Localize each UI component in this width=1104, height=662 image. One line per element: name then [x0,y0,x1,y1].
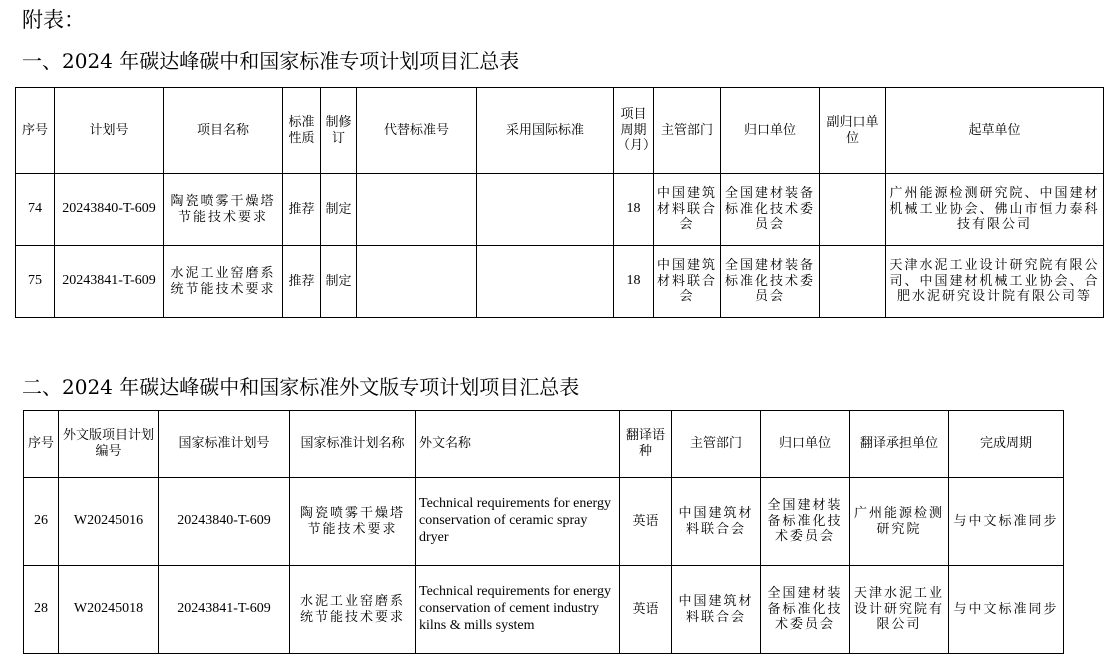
cell-department: 中国建筑材料联合会 [654,246,721,318]
header-department: 主管部门 [672,411,761,478]
cell-revision: 制定 [321,246,357,318]
cell-national-plan-name: 水泥工业窑磨系统节能技术要求 [290,566,416,654]
appendix-label: 附表： [22,8,85,32]
header-language: 翻译语种 [620,411,672,478]
cell-project-name: 陶瓷喷雾干燥塔节能技术要求 [164,174,283,246]
cell-completion: 与中文标准同步 [949,478,1064,566]
cell-replaced-standard [357,174,477,246]
cell-tc: 全国建材装备标准化技术委员会 [761,566,850,654]
cell-tc: 全国建材装备标准化技术委员会 [761,478,850,566]
cell-intl-standard [477,246,614,318]
cell-seq: 28 [24,566,59,654]
cell-period: 18 [614,246,654,318]
header-translator: 翻译承担单位 [850,411,949,478]
cell-standard-nature: 推荐 [283,174,321,246]
cell-seq: 74 [16,174,55,246]
table-row [16,174,1104,246]
cell-department: 中国建筑材料联合会 [654,174,721,246]
cell-national-plan-name: 陶瓷喷雾干燥塔节能技术要求 [290,478,416,566]
cell-department: 中国建筑材料联合会 [672,478,761,566]
cell-standard-nature: 推荐 [283,246,321,318]
cell-tc: 全国建材装备标准化技术委员会 [721,174,820,246]
header-national-plan-name: 国家标准计划名称 [290,411,416,478]
cell-language: 英语 [620,478,672,566]
header-revision: 制修订 [321,88,357,174]
header-tc: 归口单位 [761,411,850,478]
header-seq: 序号 [16,88,55,174]
cell-language: 英语 [620,566,672,654]
cell-national-plan-no: 20243841-T-609 [159,566,290,654]
cell-drafters: 天津水泥工业设计研究院有限公司、中国建材机械工业协会、合肥水泥研究设计院有限公司等 [886,246,1104,318]
header-period: 项目周期（月） [614,88,654,174]
cell-plan-no: 20243840-T-609 [55,174,164,246]
cell-sub-tc [820,246,886,318]
cell-sub-tc [820,174,886,246]
table-header-row [16,88,1104,174]
cell-project-name: 水泥工业窑磨系统节能技术要求 [164,246,283,318]
cell-foreign-name: Technical requirements for energy conservation of ceramic spray dryer [416,478,620,566]
cell-intl-standard [477,174,614,246]
header-project-name: 项目名称 [164,88,283,174]
table-header-row [24,411,1064,478]
project-summary-table [15,87,1104,318]
cell-translator: 广州能源检测研究院 [850,478,949,566]
header-sub-tc: 副归口单位 [820,88,886,174]
cell-seq: 75 [16,246,55,318]
cell-seq: 26 [24,478,59,566]
header-department: 主管部门 [654,88,721,174]
cell-department: 中国建筑材料联合会 [672,566,761,654]
cell-drafters: 广州能源检测研究院、中国建材机械工业协会、佛山市恒力泰科技有限公司 [886,174,1104,246]
header-tc: 归口单位 [721,88,820,174]
table-row [24,566,1064,654]
cell-plan-no: 20243841-T-609 [55,246,164,318]
cell-replaced-standard [357,246,477,318]
cell-foreign-plan-no: W20245018 [59,566,159,654]
header-standard-nature: 标准性质 [283,88,321,174]
cell-period: 18 [614,174,654,246]
cell-completion: 与中文标准同步 [949,566,1064,654]
table-row [16,246,1104,318]
table-row [24,478,1064,566]
header-foreign-plan-no: 外文版项目计划编号 [59,411,159,478]
section1-title: 一、2024 年碳达峰碳中和国家标准专项计划项目汇总表 [22,49,520,73]
header-completion: 完成周期 [949,411,1064,478]
header-plan-no: 计划号 [55,88,164,174]
cell-revision: 制定 [321,174,357,246]
header-foreign-name: 外文名称 [416,411,620,478]
cell-translator: 天津水泥工业设计研究院有限公司 [850,566,949,654]
foreign-version-table [23,410,1064,654]
cell-national-plan-no: 20243840-T-609 [159,478,290,566]
header-seq: 序号 [24,411,59,478]
header-intl-standard: 采用国际标准 [477,88,614,174]
header-drafters: 起草单位 [886,88,1104,174]
cell-foreign-plan-no: W20245016 [59,478,159,566]
cell-tc: 全国建材装备标准化技术委员会 [721,246,820,318]
cell-foreign-name: Technical requirements for energy conservation of cement industry kilns & mills system [416,566,620,654]
header-national-plan-no: 国家标准计划号 [159,411,290,478]
header-replaced-standard: 代替标准号 [357,88,477,174]
section2-title: 二、2024 年碳达峰碳中和国家标准外文版专项计划项目汇总表 [22,375,580,399]
